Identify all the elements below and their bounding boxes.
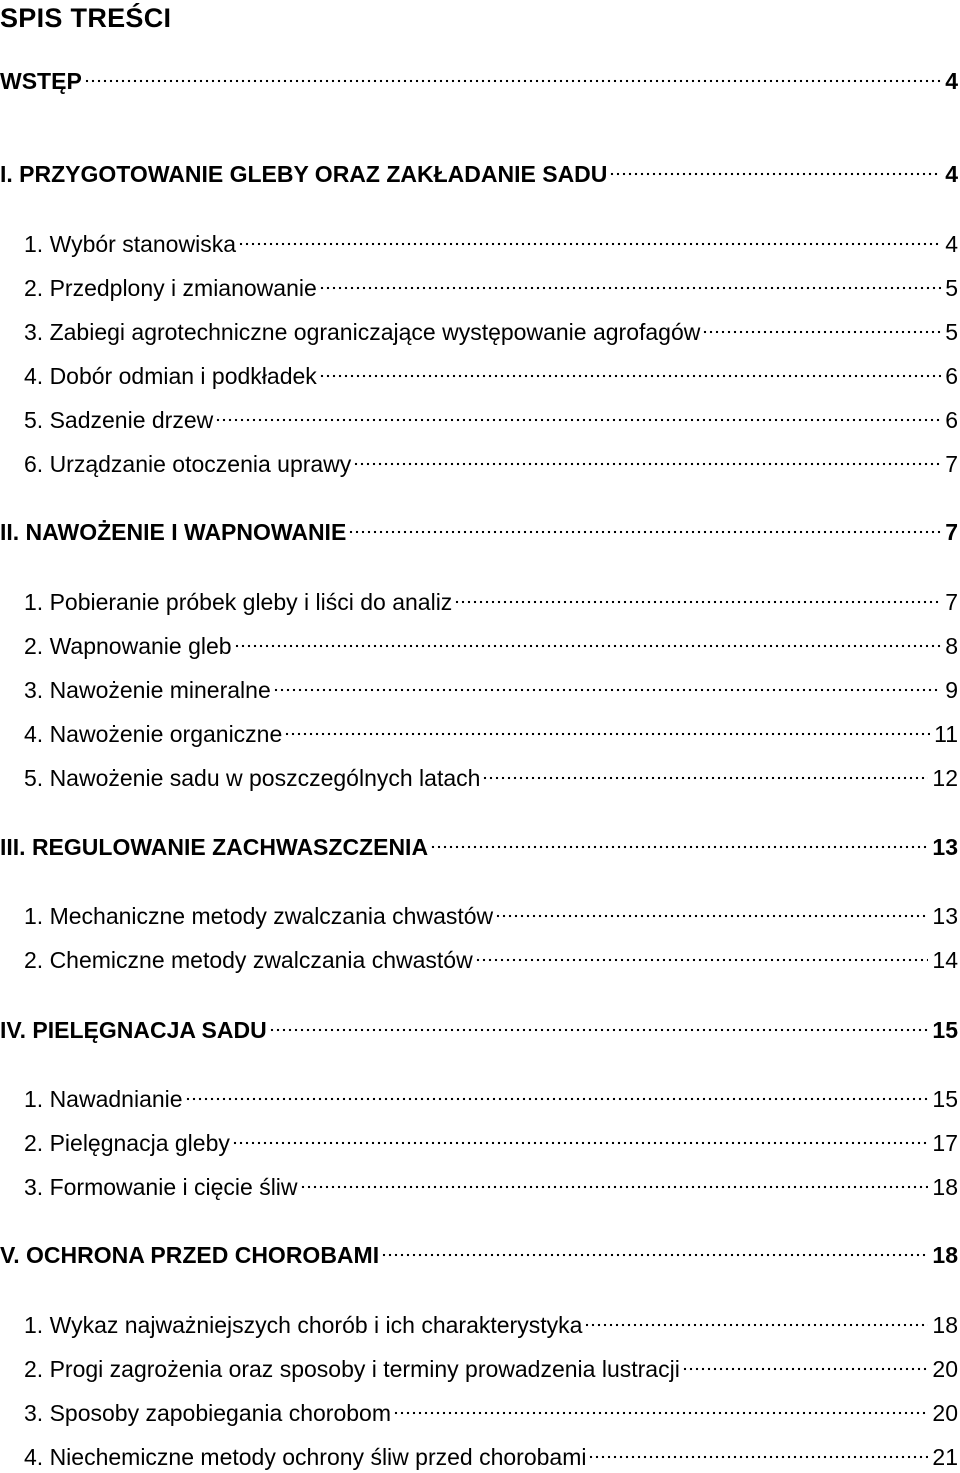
toc-entry-title: V. OCHRONA PRZED CHOROBAMI — [0, 1242, 380, 1268]
dot-leader — [495, 914, 928, 918]
dot-leader — [319, 374, 941, 378]
dot-leader — [475, 958, 929, 962]
toc-entry-title: 1. Nawadnianie — [24, 1086, 183, 1112]
toc-entry-section[interactable] — [24, 1085, 958, 1113]
toc-entry-title: 4. Niechemiczne metody ochrony śliw przed chorobami — [24, 1444, 587, 1470]
toc-entry-section[interactable] — [24, 632, 958, 660]
toc-entry-section[interactable] — [24, 1443, 958, 1471]
dot-leader — [353, 462, 941, 466]
toc-entry-page: 15 — [932, 1086, 958, 1112]
dot-leader — [284, 732, 930, 736]
dot-leader — [319, 286, 941, 290]
dot-leader — [300, 1185, 929, 1189]
toc-entry-page: 7 — [945, 451, 958, 477]
dot-leader — [393, 1411, 928, 1415]
toc-entry-page: 13 — [932, 834, 958, 860]
toc-entry-section[interactable] — [24, 764, 958, 792]
toc-entry-section[interactable] — [24, 274, 958, 302]
toc-entry-title: 4. Dobór odmian i podkładek — [24, 363, 317, 389]
dot-leader — [588, 1455, 928, 1459]
toc-entry-section[interactable] — [24, 318, 958, 346]
toc-entry-section[interactable] — [24, 676, 958, 704]
toc-entry-title: 1. Wykaz najważniejszych chorób i ich charakterystyka — [24, 1312, 583, 1338]
dot-leader — [430, 845, 928, 849]
toc-entry-chapter-1[interactable] — [0, 160, 958, 188]
toc-entry-page: 18 — [932, 1312, 958, 1338]
toc-entry-title: 3. Formowanie i cięcie śliw — [24, 1174, 298, 1200]
toc-entry-page: 7 — [945, 589, 958, 615]
toc-entry-page: 6 — [945, 407, 958, 433]
toc-entry-chapter-3[interactable] — [0, 833, 958, 861]
toc-entry-title: 5. Sadzenie drzew — [24, 407, 214, 433]
dot-leader — [269, 1028, 929, 1032]
toc-entry-title: II. NAWOŻENIE I WAPNOWANIE — [0, 519, 347, 545]
toc-entry-section[interactable] — [24, 902, 958, 930]
toc-entry-page: 4 — [945, 68, 958, 94]
dot-leader — [682, 1367, 929, 1371]
toc-entry-title: 1. Mechaniczne metody zwalczania chwastów — [24, 903, 494, 929]
toc-entry-page: 9 — [945, 677, 958, 703]
toc-entry-title: WSTĘP — [0, 68, 82, 94]
toc-entry-page: 4 — [945, 161, 958, 187]
toc-entry-title: 6. Urządzanie otoczenia uprawy — [24, 451, 352, 477]
toc-entry-section[interactable] — [24, 588, 958, 616]
toc-entry-page: 11 — [934, 721, 958, 747]
dot-leader — [702, 330, 941, 334]
toc-entry-title: 2. Chemiczne metody zwalczania chwastów — [24, 947, 473, 973]
dot-leader — [232, 1141, 929, 1145]
toc-entry-title: 3. Sposoby zapobiegania chorobom — [24, 1400, 391, 1426]
toc-entry-title: III. REGULOWANIE ZACHWASZCZENIA — [0, 834, 429, 860]
dot-leader — [234, 644, 942, 648]
toc-entry-page: 7 — [945, 519, 958, 545]
toc-entry-title: 1. Wybór stanowiska — [24, 231, 236, 257]
toc-entry-section[interactable] — [24, 1355, 958, 1383]
page-title: SPIS TREŚCI — [0, 3, 172, 33]
toc-entry-chapter-5[interactable] — [0, 1241, 958, 1269]
toc-entry-page: 6 — [945, 363, 958, 389]
dot-leader — [454, 600, 941, 604]
toc-entry-section[interactable] — [24, 720, 958, 748]
dot-leader — [273, 688, 941, 692]
toc-entry-title: 4. Nawożenie organiczne — [24, 721, 283, 747]
toc-entry-page: 20 — [932, 1356, 958, 1382]
toc-entry-page: 17 — [932, 1130, 958, 1156]
toc-entry-section[interactable] — [24, 362, 958, 390]
toc-entry-section[interactable] — [24, 946, 958, 974]
toc-entry-section[interactable] — [24, 1399, 958, 1427]
toc-entry-title: 2. Pielęgnacja gleby — [24, 1130, 230, 1156]
toc-entry-page: 8 — [945, 633, 958, 659]
dot-leader — [185, 1097, 929, 1101]
dot-leader — [215, 418, 941, 422]
dot-leader — [381, 1253, 928, 1257]
dot-leader — [238, 242, 941, 246]
toc-entry-page: 5 — [945, 275, 958, 301]
toc-entry-page: 14 — [932, 947, 958, 973]
toc-entry-wstep[interactable] — [0, 67, 958, 95]
toc-entry-section[interactable] — [24, 1311, 958, 1339]
dot-leader — [348, 530, 941, 534]
toc-entry-title: 2. Progi zagrożenia oraz sposoby i terminy prowadzenia lustracji — [24, 1356, 680, 1382]
toc-entry-chapter-2[interactable] — [0, 518, 958, 546]
dot-leader — [609, 172, 941, 176]
toc-entry-page: 12 — [932, 765, 958, 791]
toc-entry-title: IV. PIELĘGNACJA SADU — [0, 1017, 267, 1043]
toc-entry-title: 2. Przedplony i zmianowanie — [24, 275, 317, 301]
toc-entry-page: 4 — [945, 231, 958, 257]
toc-entry-title: I. PRZYGOTOWANIE GLEBY ORAZ ZAKŁADANIE SADU — [0, 161, 608, 187]
toc-entry-section[interactable] — [24, 1129, 958, 1157]
toc-entry-section[interactable] — [24, 1173, 958, 1201]
dot-leader — [84, 79, 941, 83]
toc-entry-chapter-4[interactable] — [0, 1016, 958, 1044]
toc-entry-title: 2. Wapnowanie gleb — [24, 633, 232, 659]
dot-leader — [584, 1323, 928, 1327]
toc-entry-section[interactable] — [24, 230, 958, 258]
toc-entry-section[interactable] — [24, 406, 958, 434]
toc-entry-title: 3. Zabiegi agrotechniczne ograniczające występowanie agrofagów — [24, 319, 701, 345]
toc-entry-title: 1. Pobieranie próbek gleby i liści do analiz — [24, 589, 453, 615]
toc-entry-page: 5 — [945, 319, 958, 345]
toc-entry-section[interactable] — [24, 450, 958, 478]
toc-entry-page: 21 — [932, 1444, 958, 1470]
toc-entry-page: 18 — [932, 1174, 958, 1200]
toc-entry-title: 3. Nawożenie mineralne — [24, 677, 271, 703]
toc-entry-page: 18 — [932, 1242, 958, 1268]
toc-entry-title: 5. Nawożenie sadu w poszczególnych latach — [24, 765, 481, 791]
toc-entry-page: 13 — [932, 903, 958, 929]
dot-leader — [482, 776, 928, 780]
toc-entry-page: 20 — [932, 1400, 958, 1426]
toc-entry-page: 15 — [932, 1017, 958, 1043]
